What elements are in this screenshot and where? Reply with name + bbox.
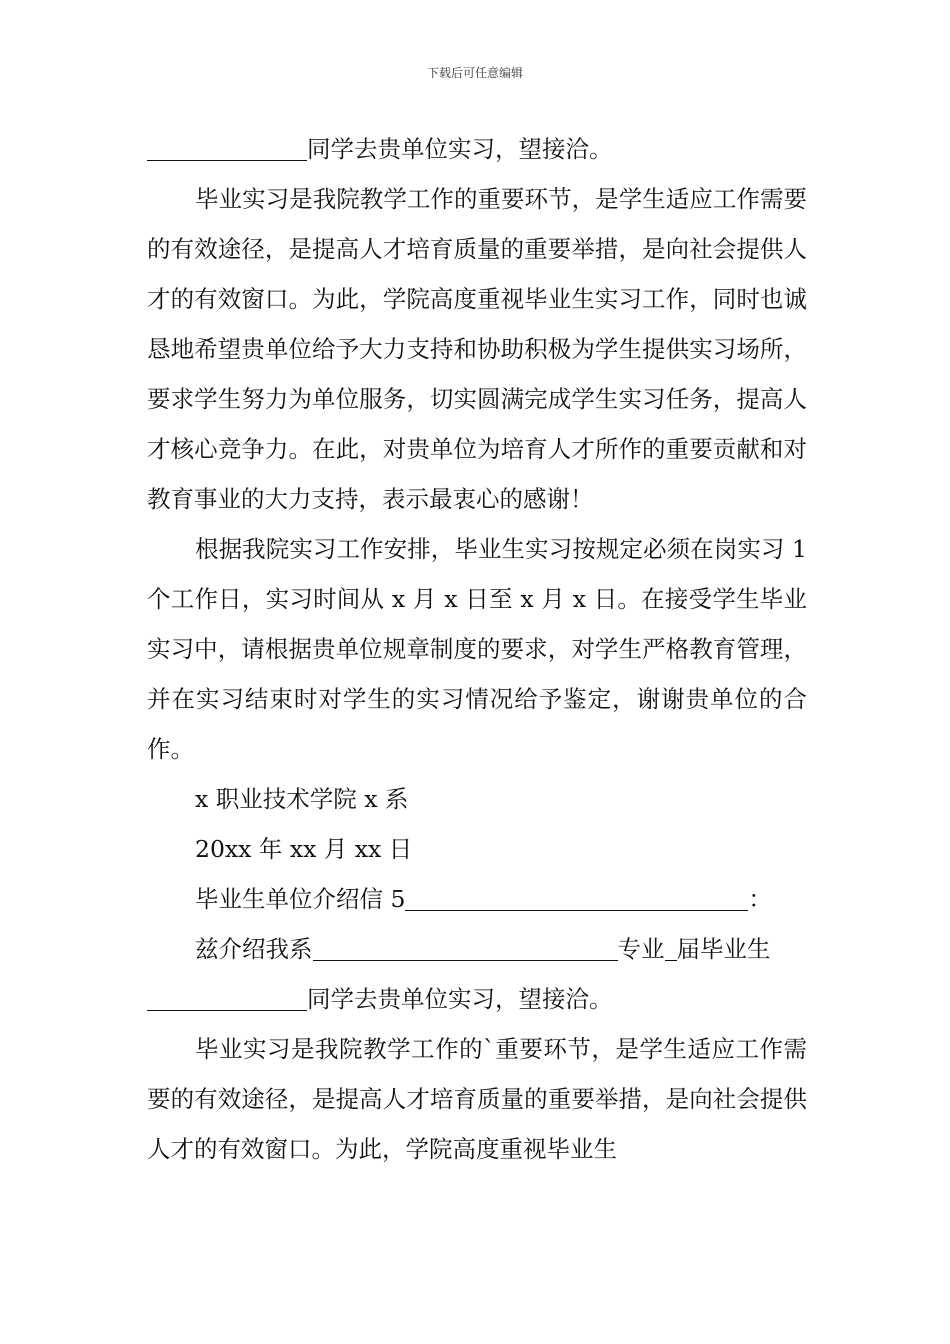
blank-recipient-unit (405, 880, 748, 911)
paragraph-student-intro-continued (147, 124, 807, 174)
paragraph-student-intro-continued-2 (147, 974, 807, 1024)
letter-heading-5 (147, 874, 807, 924)
signature-organization: x 职业技术学院 x 系 (195, 785, 409, 813)
page-header: 下载后可任意编辑 (426, 66, 523, 80)
paragraph-internship-importance-2: 毕业实习是我院教学工作的`重要环节，是学生适应工作需要的有效途径，是提高人才培育质量的重要举措，是向社会提供人才的有效窗口。为此，学院高度重视毕业生 (147, 1035, 807, 1163)
blank-student-name-2 (147, 980, 307, 1011)
paragraph-introduction (147, 924, 807, 974)
blank-student-name (147, 130, 307, 161)
blank-major (313, 930, 618, 961)
document-body (147, 124, 807, 1174)
paragraph-text: 同学去贵单位实习，望接洽。 (307, 135, 613, 163)
letter-title: 毕业生单位介绍信 5 (195, 885, 406, 913)
blank-graduation-year (665, 930, 677, 961)
signature-date: 20xx 年 xx 月 xx 日 (195, 835, 413, 863)
paragraph-internship-importance: 毕业实习是我院教学工作的重要环节，是学生适应工作需要的有效途径，是提高人才培育质量的重要举措，是向社会提供人才的有效窗口。为此，学院高度重视毕业生实习工作，同时也诚恳地希望贵单位给予大力支持和协助积极为学生提供实习场所，要求学生努力为单位服务，切实圆满完成学生实习任务，提高人才核心竞争力。在此，对贵单位为培育人才所作的重要贡献和对教育事业的大力支持，表示最衷心的感谢！ (147, 185, 807, 513)
intro-major-label: 专业 (617, 935, 665, 963)
paragraph-internship-arrangement: 根据我院实习工作安排，毕业生实习按规定必须在岗实习 1 个工作日，实习时间从 x 月 x 日至 x 月 x 日。在接受学生毕业实习中，请根据贵单位规章制度的要求，对学生严格教育管理，并在实习结束时对学生的实习情况给予鉴定，谢谢贵单位的合作。 (147, 535, 807, 763)
intro-graduate-label: 届毕业生 (676, 935, 771, 963)
paragraph-text: 同学去贵单位实习，望接洽。 (307, 985, 613, 1013)
intro-prefix: 兹介绍我系 (195, 935, 313, 963)
letter-title-colon: ： (748, 885, 772, 913)
